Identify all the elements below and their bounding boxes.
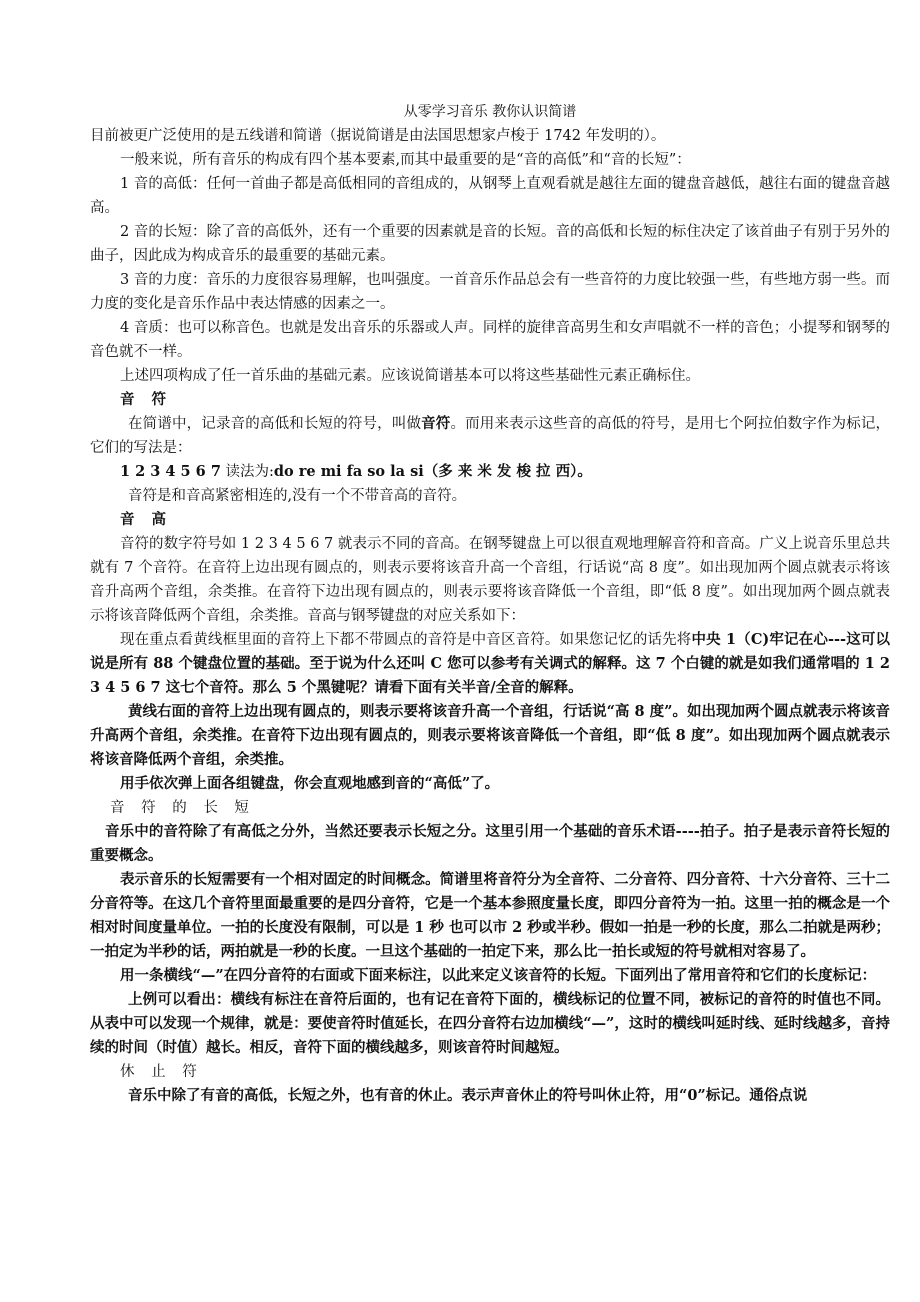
section-heading-duration: 音 符 的 长 短 bbox=[110, 800, 255, 816]
text: 读法为: bbox=[220, 464, 274, 480]
paragraph: 3 音的力度：音乐的力度很容易理解，也叫强度。一首音乐作品总会有一些音符的力度比较强一些，有些地方弱一些。而力度的变化是音乐作品中表达情感的因素之一。 bbox=[90, 272, 890, 312]
paragraph: 1 音的高低：任何一首曲子都是高低相同的音组成的，从钢琴上直观看就是越往左面的键盘音越低，越往右面的键盘音越高。 bbox=[90, 176, 890, 216]
paragraph: 用一条横线“—”在四分音符的右面或下面来标注，以此来定义该音符的长短。下面列出了常用音符和它们的长度标记： bbox=[120, 967, 877, 984]
section-heading-notes: 音 符 bbox=[120, 391, 173, 408]
paragraph: 表示音乐的长短需要有一个相对固定的时间概念。简谱里将音符分为全音符、二分音符、四分音符、十六分音符、三十二分音符等。在这几个音符里面最重要的是四分音符，它是一个基本参照度量长度，即四分音符为一拍。这里一拍的概念是一个相对时间度量单位。一拍的长度没有限制，可以是 1 秒 也可以市 2 秒或半秒。假如一拍是一秒的长度，那么二拍就是两秒；一拍定为半秒的话，两拍就是一秒的长度。一旦这个基础的一拍定下来，那么比一拍长或短的符号就相对容易了。 bbox=[90, 871, 890, 960]
paragraph: 音乐中除了有音的高低，长短之外，也有音的休止。表示声音休止的符号叫休止符，用“0”标记。通俗点说 bbox=[128, 1087, 808, 1104]
paragraph: 2 音的长短：除了音的高低外，还有一个重要的因素就是音的长短。音的高低和长短的标住决定了该首曲子有别于另外的曲子，因此成为构成音乐的最重要的基础元素。 bbox=[90, 224, 890, 264]
text: 现在重点看黄线框里面的音符上下都不带圆点的音符是中音区音符。如果您记忆的话先将 bbox=[120, 632, 692, 648]
solfege-line bbox=[90, 460, 890, 484]
text: 。而用来表示这些音的高低的符号，是用七个阿拉伯数字作为标记，它们的写法是： bbox=[90, 416, 891, 456]
bold-text: 中央 1（C)牢记在心---这可以说是所有 88 个键盘位置的基础。至于说为什么还叫 C 您可以参考有关调式的解释。这 7 个白键的就是如我们通常唱的 1 2 3 4 5 6 7 这七个音符。那么 5 个黑键呢？请看下面有关半音/全音的解释。 bbox=[90, 631, 891, 696]
paragraph: 音乐中的音符除了有高低之分外，当然还要表示长短之分。这里引用一个基础的音乐术语----拍子。拍子是表示音符长短的重要概念。 bbox=[90, 823, 890, 864]
paragraph bbox=[90, 412, 890, 460]
text: 在简谱中，记录音的高低和长短的符号，叫做 bbox=[128, 416, 422, 432]
solfege-chinese: （多 来 米 发 梭 拉 西）。 bbox=[423, 463, 592, 480]
paragraph: 上述四项构成了任一首乐曲的基础元素。应该说简谱基本可以将这些基础性元素正确标住。 bbox=[120, 368, 700, 384]
paragraph: 音符是和音高紧密相连的,没有一个不带音高的音符。 bbox=[128, 488, 467, 504]
solfege-syllables: do re mi fa so la si bbox=[273, 463, 424, 480]
paragraph: 目前被更广泛使用的是五线谱和简谱（据说简谱是由法国思想家卢梭于 1742 年发明的）。 bbox=[90, 128, 666, 144]
document-page bbox=[90, 100, 890, 1108]
paragraph: 音符的数字符号如 1 2 3 4 5 6 7 就表示不同的音高。在钢琴键盘上可以很直观地理解音符和音高。广义上说音乐里总共就有 7 个音符。在音符上边出现有圆点的，则表示要将该音升高一个音组，行话说“高 8 度”。如出现加两个圆点就表示将该音升高两个音组，余类推。在音符下边出现有圆点的，则表示要将该音降低一个音组，即“低 8 度”。如出现加两个圆点就表示将该音降低两个音组，余类推。音高与钢琴键盘的对应关系如下： bbox=[90, 536, 890, 624]
section-heading-pitch: 音 高 bbox=[120, 511, 173, 528]
solfege-numbers: 1 2 3 4 5 6 7 bbox=[120, 463, 221, 480]
section-heading-rest: 休 止 符 bbox=[120, 1064, 203, 1080]
bold-term: 音符 bbox=[421, 415, 451, 432]
paragraph: 4 音质：也可以称音色。也就是发出音乐的乐器或人声。同样的旋律音高男生和女声唱就不一样的音色；小提琴和钢琴的音色就不一样。 bbox=[90, 320, 890, 360]
paragraph: 用手依次弹上面各组键盘，你会直观地感到音的“高低”了。 bbox=[120, 775, 500, 792]
paragraph: 上例可以看出：横线有标注在音符后面的，也有记在音符下面的，横线标记的位置不同，被标记的音符的时值也不同。从表中可以发现一个规律，就是：要使音符时值延长，在四分音符右边加横线“—”，这时的横线叫延时线、延时线越多，音持续的时间（时值）越长。相反，音符下面的横线越多，则该音符时间越短。 bbox=[90, 991, 890, 1056]
paragraph: 黄线右面的音符上边出现有圆点的，则表示要将该音升高一个音组，行话说“高 8 度”。如出现加两个圆点就表示将该音升高两个音组，余类推。在音符下边出现有圆点的，则表示要将该音降低一个音组，即“低 8 度”。如出现加两个圆点就表示将该音降低两个音组，余类推。 bbox=[90, 703, 890, 768]
page-title: 从零学习音乐 教你认识简谱 bbox=[403, 104, 577, 120]
paragraph: 一般来说，所有音乐的构成有四个基本要素,而其中最重要的是“音的高低”和“音的长短”： bbox=[120, 152, 691, 168]
paragraph bbox=[90, 628, 890, 700]
